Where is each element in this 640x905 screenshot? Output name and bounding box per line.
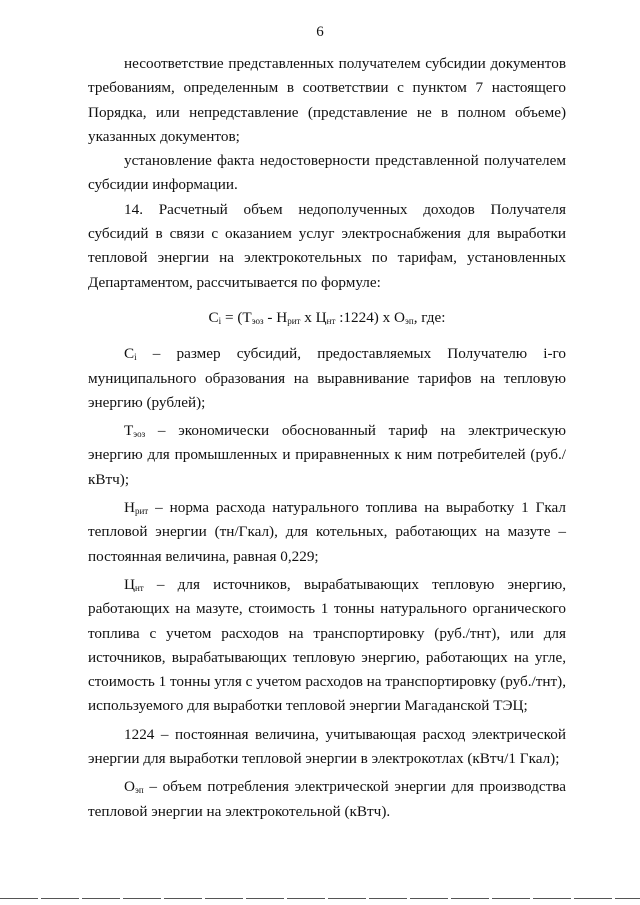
- formula-part: , где:: [413, 308, 446, 326]
- definition-teoz: [88, 419, 566, 492]
- paragraph-item-14: 14. Расчетный объем недополученных доходов Получателя субсидий в связи с оказанием услуг электроснабжения для выработки тепловой энергии на электрокотельных по тарифам, установленных Департаментом, рассчитывается по формуле:: [88, 200, 566, 291]
- formula-part: = (Т: [221, 308, 252, 326]
- paragraph: несоответствие представленных получателем субсидии документов требованиям, определенным в соответствии с пунктом 7 настоящего Порядка, или непредставление (представление не в полном объеме) указанных документов;: [88, 55, 566, 145]
- definition-symbol: C: [124, 345, 135, 363]
- definition-subscript: нт: [134, 582, 144, 593]
- definition-text: – норма расхода натурального топлива на выработку 1 Гкал тепловой энергии (тн/Гкал), для котельных, работающих на мазуте – постоянная величина, равная 0,229;: [88, 499, 566, 565]
- definition-nrit: [88, 496, 566, 569]
- subsidy-formula: [88, 306, 566, 330]
- document-body: [88, 52, 566, 824]
- definition-oep: [88, 775, 566, 824]
- definition-cnt: [88, 573, 566, 719]
- definition-text: – объем потребления электрической энергии для производства тепловой энергии на электрокотельной (кВтч).: [88, 778, 566, 820]
- definition-symbol: Ц: [124, 575, 135, 593]
- definition-text: 1224 – постоянная величина, учитывающая расход электрической энергии для выработки тепловой энергии в электрокотлах (кВтч/1 Гкал);: [88, 725, 566, 768]
- definition-subscript: i: [134, 352, 137, 363]
- page-bottom-edge: [0, 898, 640, 899]
- formula-part: х Ц: [300, 308, 327, 326]
- formula-part: :1224) х О: [335, 308, 405, 326]
- formula-subscript: рит: [287, 315, 301, 326]
- definition-subscript: рит: [134, 506, 149, 517]
- formula-subscript: нт: [326, 315, 336, 326]
- definition-symbol: Н: [124, 499, 135, 517]
- definition-text: – размер субсидий, предоставляемых Получателю i-го муниципального образования на выравнивание тарифов на тепловую энергию (рублей);: [88, 345, 566, 411]
- formula-subscript: эоз: [251, 315, 264, 326]
- formula-part: C: [208, 308, 219, 326]
- page-number: 6: [316, 24, 324, 40]
- definition-symbol: Т: [124, 422, 134, 440]
- definition-1224: [88, 723, 566, 772]
- definition-text: – экономически обоснованный тариф на электрическую энергию для промышленных и приравненных к ним потребителей (руб./кВтч);: [88, 422, 566, 488]
- paragraph: установление факта недостоверности представленной получателем субсидии информации.: [88, 152, 566, 194]
- definition-symbol: О: [124, 778, 135, 796]
- definition-subscript: эоз: [133, 429, 146, 440]
- definition-ci: [88, 342, 566, 415]
- formula-subscript: i: [218, 315, 222, 326]
- formula-part: - Н: [263, 308, 288, 326]
- definition-subscript: эп: [134, 785, 144, 796]
- definition-text: – для источников, вырабатывающих тепловую энергию, работающих на мазуте, стоимость 1 тонны натурального органического топлива с учетом расходов на транспортировку (руб./тнт), или для источников, вырабатывающих тепловую энергию, работающих на угле, стоимость 1 тонны угля с учетом расходов на транспортировку (руб./тнт), используемого для выработки тепловой энергии Магаданской ТЭЦ;: [88, 575, 566, 715]
- formula-subscript: эп: [405, 315, 414, 326]
